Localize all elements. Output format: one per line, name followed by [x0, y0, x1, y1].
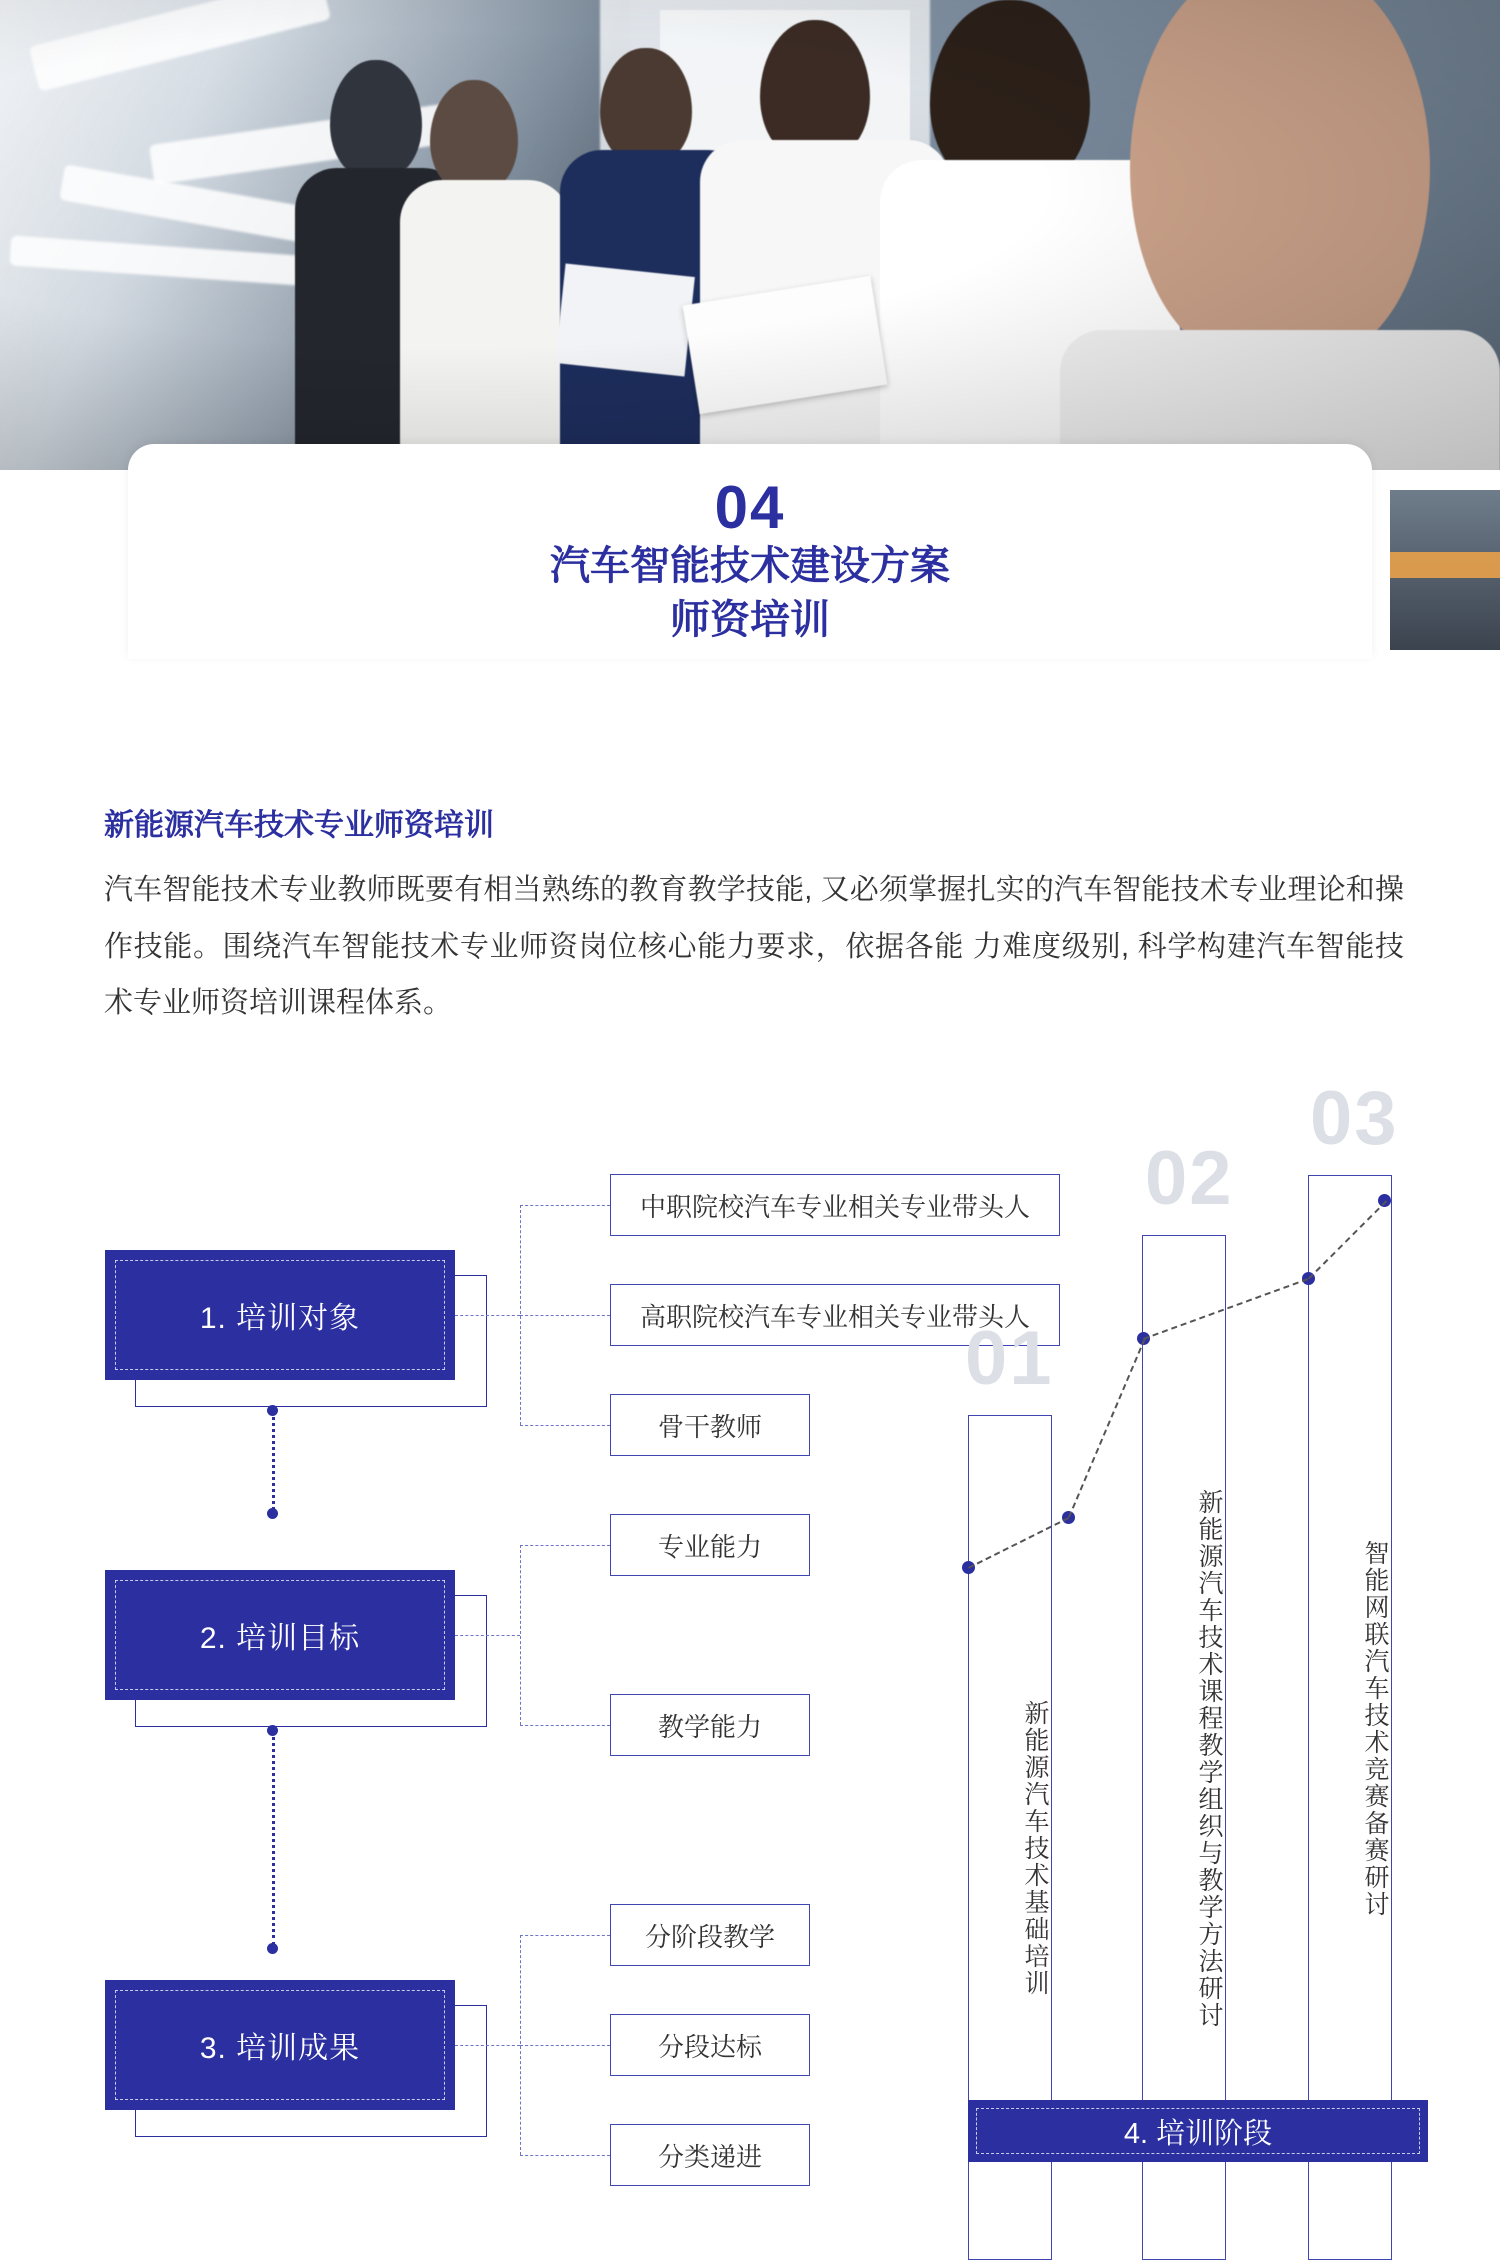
connector-dash — [520, 1425, 610, 1426]
hero-photo — [0, 0, 1500, 470]
training-diagram — [0, 1076, 1500, 2211]
connector-dash — [520, 1935, 610, 1936]
group-1-item-3[interactable]: 骨干教师 — [610, 1394, 810, 1456]
group-3-item-3[interactable]: 分类递进 — [610, 2124, 810, 2186]
group-3-item-2[interactable]: 分段达标 — [610, 2014, 810, 2076]
connector-dash — [520, 1545, 610, 1546]
title-card — [128, 444, 1372, 659]
section-number: 04 — [714, 474, 786, 541]
flow-dot — [267, 1405, 278, 1416]
hero-side-accent — [1390, 552, 1500, 578]
group-3-item-1[interactable]: 分阶段教学 — [610, 1904, 810, 1966]
hero-side-strip — [1390, 490, 1500, 650]
group-3-label: 3. 培训成果 — [199, 2032, 361, 2065]
group-3-box[interactable] — [105, 1980, 455, 2110]
connector-dash — [520, 1725, 610, 1726]
page-subtitle: 师资培训 — [670, 598, 830, 642]
section-paragraph: 汽车智能技术专业教师既要有相当熟练的教育教学技能, 又必须掌握扎实的汽车智能技术专业理论和操作技能。围绕汽车智能技术专业师资岗位核心能力要求，依据各能 力难度级别, 科学构建汽车智能技术专业师资培训课程体系。 — [104, 874, 1404, 1020]
connector-dash — [520, 2045, 610, 2046]
trend-segment — [1068, 1338, 1146, 1517]
flow-dotline — [272, 1730, 275, 1945]
group-1-item-1[interactable]: 中职院校汽车专业相关专业带头人 — [610, 1174, 1060, 1236]
stage-ghost-number-2: 02 — [1145, 1136, 1234, 1221]
connector-dash — [520, 1315, 610, 1316]
group-2-item-2[interactable]: 教学能力 — [610, 1694, 810, 1756]
connector-dash — [455, 1315, 520, 1316]
connector-dash — [520, 2155, 610, 2156]
stage-column-1[interactable]: 新能源汽车技术基础培训 — [968, 1415, 1052, 2260]
section-heading: 新能源汽车技术专业师资培训 — [104, 809, 494, 842]
flow-dotline — [272, 1410, 275, 1510]
connector-dash — [455, 2045, 520, 2046]
group-2-label: 2. 培训目标 — [199, 1622, 361, 1655]
flow-dot — [267, 1725, 278, 1736]
flow-dot — [267, 1943, 278, 1954]
stage-base-box[interactable] — [968, 2100, 1428, 2162]
group-1-item-2[interactable]: 高职院校汽车专业相关专业带头人 — [610, 1284, 1060, 1346]
connector-dash — [520, 1205, 610, 1206]
group-1-label: 1. 培训对象 — [199, 1302, 361, 1335]
group-2-item-1[interactable]: 专业能力 — [610, 1514, 810, 1576]
connector-dash — [455, 1635, 520, 1636]
stage-column-3[interactable]: 智能网联汽车技术竞赛备赛研讨 — [1308, 1175, 1392, 2260]
connector-dash — [520, 1545, 521, 1725]
group-2-box[interactable] — [105, 1570, 455, 1700]
group-1-box[interactable] — [105, 1250, 455, 1380]
page-title: 汽车智能技术建设方案 — [550, 544, 950, 588]
body-section — [104, 800, 1404, 1032]
photo-vignette — [0, 0, 1500, 470]
stage-ghost-number-1: 01 — [965, 1316, 1054, 1401]
stage-column-2[interactable]: 新能源汽车技术课程教学组织与教学方法研讨 — [1142, 1235, 1226, 2260]
stage-base-label: 4. 培训阶段 — [1123, 2117, 1273, 2150]
stage-ghost-number-3: 03 — [1310, 1076, 1399, 1161]
flow-dot — [267, 1508, 278, 1519]
